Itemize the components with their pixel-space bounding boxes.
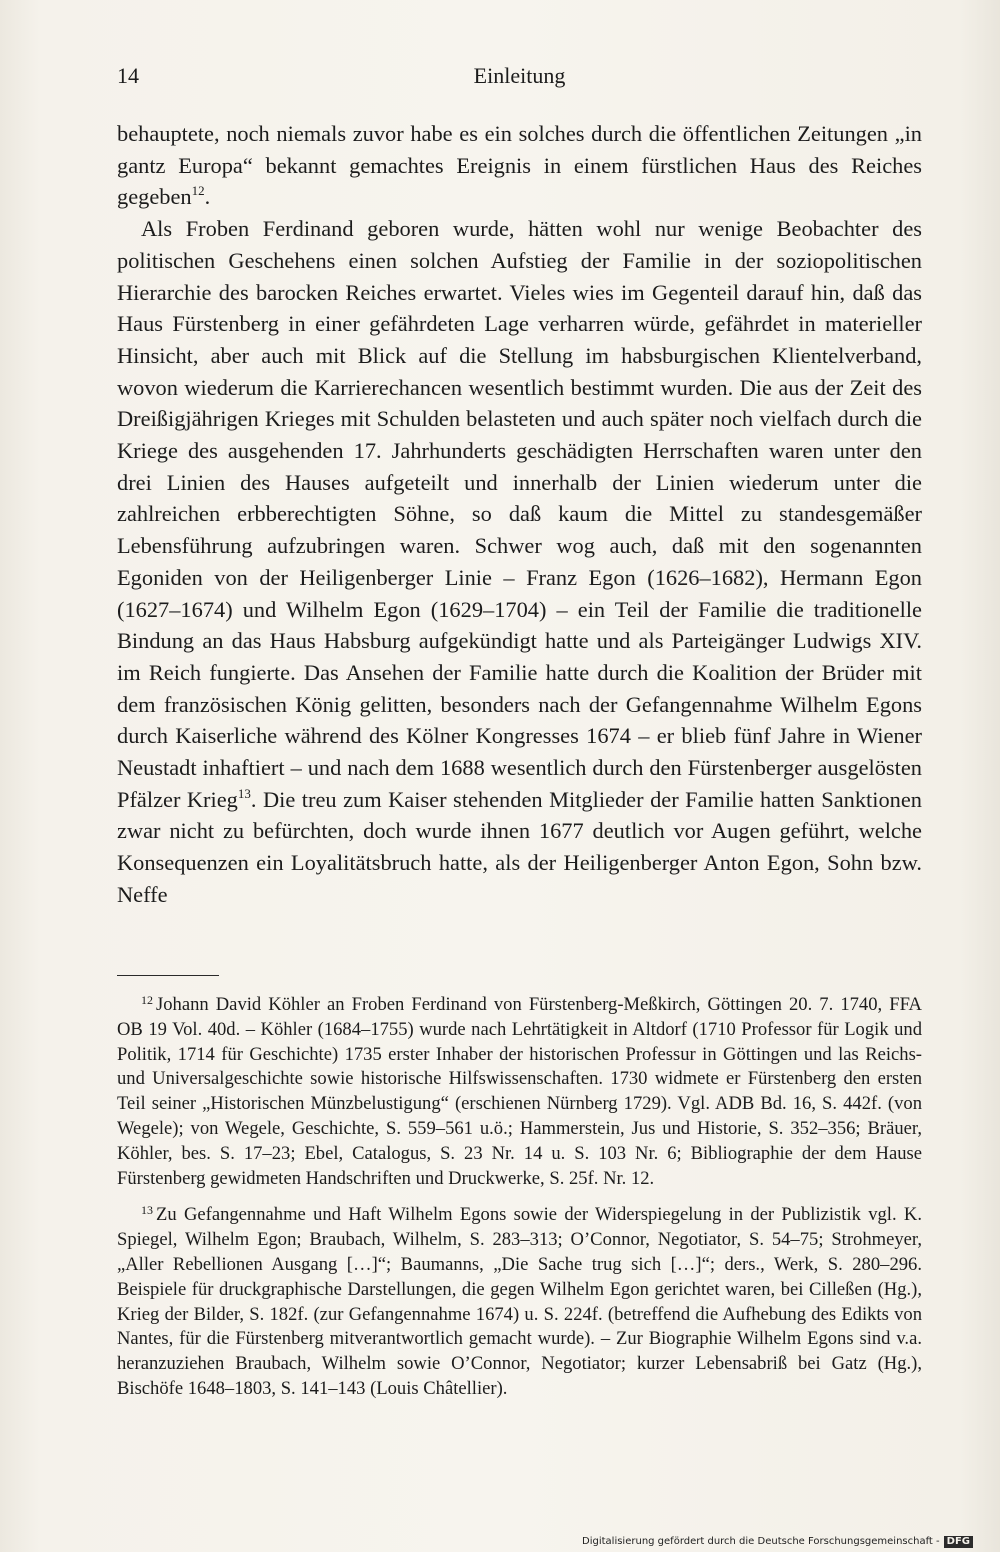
footnote-text: Zu Gefangennahme und Haft Wilhelm Egons sowie der Widerspiegelung in der Publizistik vgl. K. Spiegel, Wilhelm Egon; Braubach, Wilhelm, S. 283–313; O’Connor, Negotiator, S. 54–75; Strohmeyer, „Aller Rebellionen Ausgang […]“; Baumanns, „Die Sache trug sich […]“; ders., Werk, S. 280–296. Beispiele für druckgraphische Darstellungen, die gegen Wilhelm Egon gerichtet waren, bei Cilleßen (Hg.), Krieg der Bilder, S. 182f. (zur Gefangennahme 1674) u. S. 224f. (betreffend die Aufhebung des Edikts von Nantes, für die Fürstenberg mitverantwortlich gemacht wurde). – Zur Biographie Wilhelm Egons sind v.a. heranzuziehen Braubach, Wilhelm sowie O’Connor, Negotiator; kurzer Lebensabriß bei Gatz (Hg.), Bischöfe 1648–1803, S. 141–143 (Louis Châtellier).: [117, 1204, 922, 1399]
running-title: Einleitung: [473, 63, 566, 88]
paragraph-text: . Die treu zum Kaiser stehenden Mitglieder der Familie hatten Sanktionen zwar nicht zu befürchten, doch wurde ihnen 1677 deutlich vor Augen geführt, welche Konsequenzen ein Loyalitätsbruch hatte, als der Heiligenberger Anton Egon, Sohn bzw. Neffe: [117, 786, 922, 907]
page-number: 14: [117, 63, 139, 88]
paragraph-text: Als Froben Ferdinand geboren wurde, hätten wohl nur wenige Beobachter des politischen Geschehens einen solchen Aufstieg der Familie in der soziopolitischen Hierarchie des barocken Reiches erwartet. Vieles wies im Gegenteil darauf hin, daß das Haus Fürstenberg in einer gefährdeten Lage verharren würde, gefährdet in materieller Hinsicht, aber auch mit Blick auf die Stellung im habsburgischen Klientelverband, wovon wiederum die Karrierechancen wesentlich bestimmt wurden. Die aus der Zeit des Dreißigjährigen Krieges mit Schulden belasteten und auch später noch vielfach durch die Kriege des ausgehenden 17. Jahrhunderts geschädigten Herrschaften waren unter den drei Linien des Hauses aufgeteilt und innerhalb der Linien wiederum unter die zahlreichen erbberechtigten Söhne, so daß kaum die Mittel zu standesgemäßer Lebensführung aufzubringen waren. Schwer wog auch, daß mit den sogenannten Egoniden von der Heiligenberger Linie – Franz Egon (1626–1682), Hermann Egon (1627–1674) und Wilhelm Egon (1629–1704) – ein Teil der Familie die traditionelle Bindung an das Haus Habsburg aufgekündigt hatte und als Parteigänger Ludwigs XIV. im Reich fungierte. Das Ansehen der Familie hatte durch die Koalition der Brüder mit dem französischen König gelitten, besonders nach der Gefangennahme Wilhelm Egons durch Kaiserliche während des Kölner Kongresses 1674 – er blieb fünf Jahre in Wiener Neustadt inhaftiert – und nach dem 1688 wesentlich durch den Fürstenberger ausgelösten Pfälzer Krieg: [117, 216, 922, 812]
footnote-reference[interactable]: 13: [237, 785, 251, 801]
paragraph-text: behauptete, noch niemals zuvor habe es ein solches durch die öffentlichen Zeitungen „in gantz Europa“ bekannt gemachtes Ereignis in einem fürstlichen Haus des Reiches gegeben: [117, 121, 922, 210]
footnote-divider: [117, 975, 219, 976]
dfg-logo: DFG: [944, 1536, 973, 1548]
footnote-number: 13: [141, 1203, 153, 1218]
body-text: [117, 118, 922, 911]
footnote: [117, 1198, 922, 1401]
digitization-text: Digitalisierung gefördert durch die Deutsche Forschungsgemeinschaft -: [582, 1536, 940, 1547]
footnote: [117, 988, 922, 1191]
footnote-text: Johann David Köhler an Froben Ferdinand von Fürstenberg-Meßkirch, Göttingen 20. 7. 1740, FFA OB 19 Vol. 40d. – Köhler (1684–1755) wurde nach Lehrtätigkeit in Altdorf (1710 Professor für Logik und Politik, 1714 für Geschichte) 1735 erster Inhaber der historischen Professur in Göttingen und las Reichs- und Universalgeschichte sowie historische Hilfswissenschaften. 1730 widmete er Fürstenberg den ersten Teil seiner „Historischen Münzbelustigung“ (erschienen Nürnberg 1729). Vgl. ADB Bd. 16, S. 442f. (von Wegele); von Wegele, Geschichte, S. 559–561 u.ö.; Hammerstein, Jus und Historie, S. 352–356; Bräuer, Köhler, bes. S. 17–23; Ebel, Catalogus, S. 23 Nr. 14 u. S. 103 Nr. 6; Bibliographie der dem Hause Fürstenberg gewidmeten Handschriften und Druckwerke, S. 25f. Nr. 12.: [117, 994, 922, 1189]
paragraph: [117, 213, 922, 910]
paragraph-text: .: [204, 184, 211, 210]
footnote-number: 12: [141, 993, 153, 1007]
footnote-reference[interactable]: 12: [191, 183, 205, 199]
footnotes: [117, 988, 922, 1409]
paragraph: [117, 118, 922, 213]
page-header: [117, 60, 922, 92]
digitization-note: [582, 1536, 973, 1548]
